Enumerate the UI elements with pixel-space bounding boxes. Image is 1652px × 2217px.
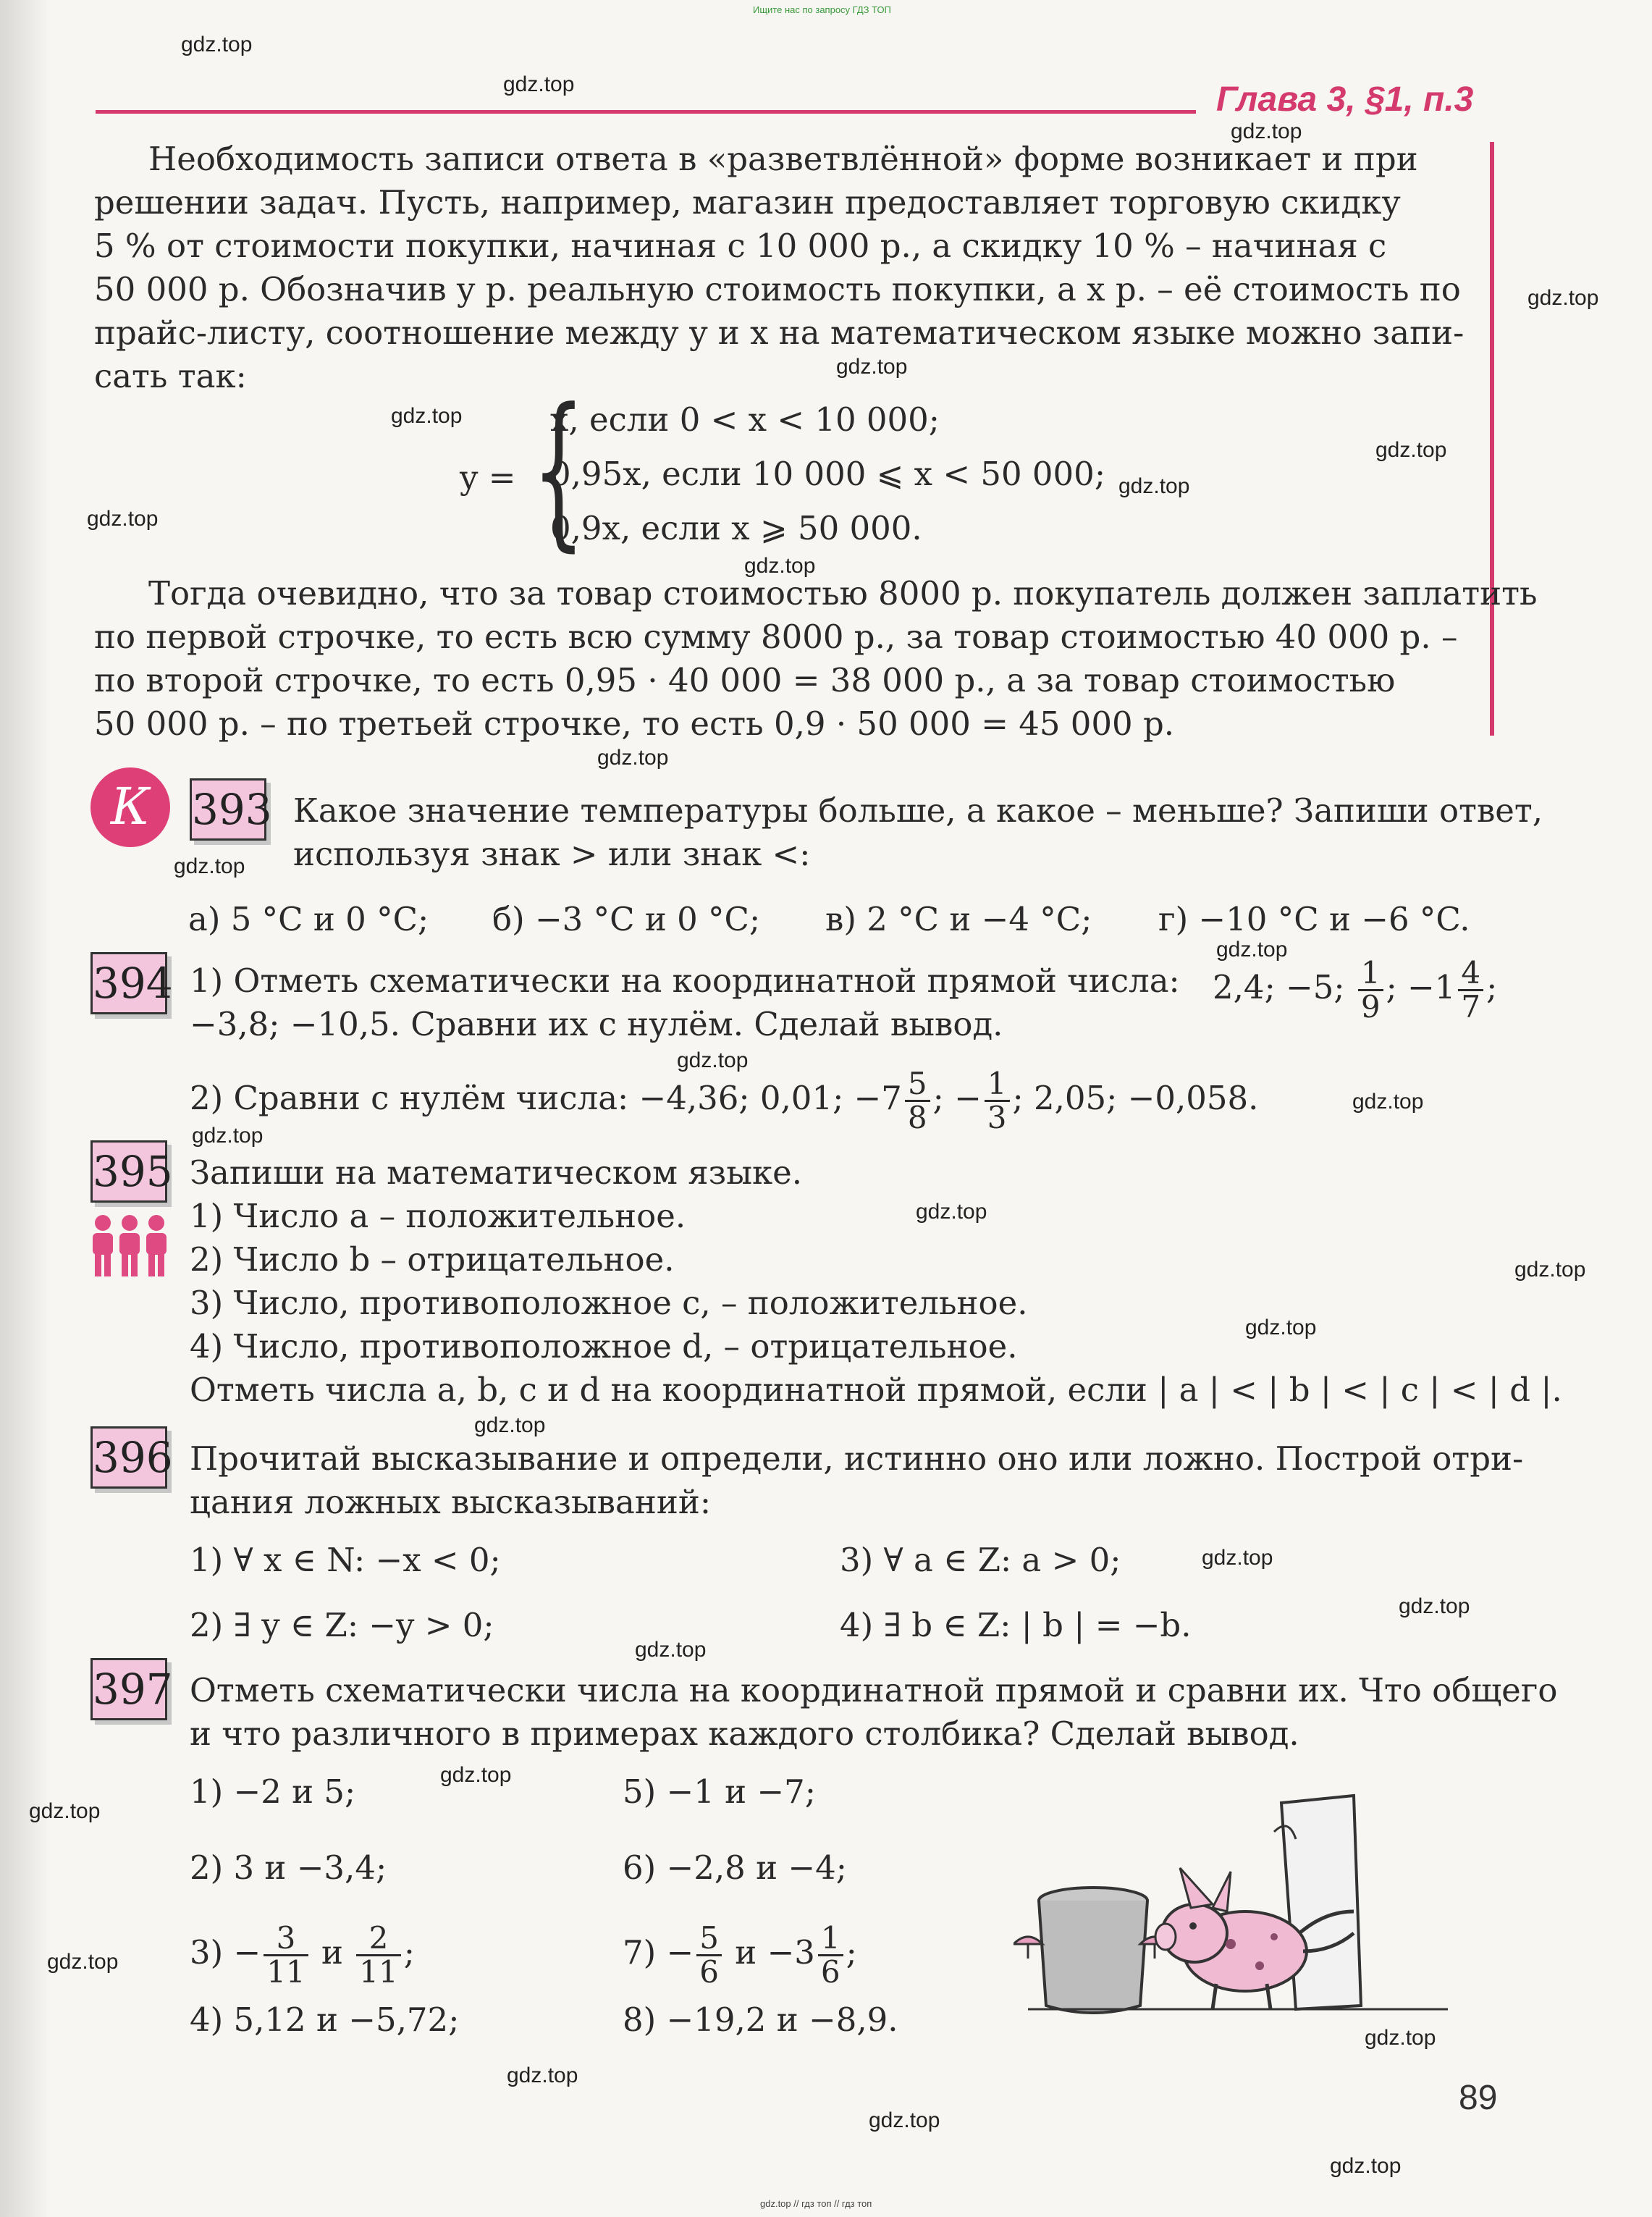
watermark: gdz.top: [916, 1200, 987, 1224]
problem-number-397: 397: [90, 1658, 167, 1720]
fraction: [985, 1068, 1010, 1134]
inline-text: ;: [846, 1933, 857, 1972]
problem-text: 2) Число b – отрицательное.: [190, 1240, 675, 1279]
inline-text: ;: [403, 1933, 415, 1972]
denominator: 11: [359, 1954, 398, 1990]
numerator: 4: [1458, 957, 1483, 991]
text-line: по второй строчке, то есть 0,95 · 40 000 = 38 000 р., а за товар стоимостью: [94, 661, 1396, 699]
numerator: 1: [1358, 957, 1383, 991]
inline-text: и: [321, 1933, 343, 1972]
fraction: [1458, 957, 1483, 1023]
watermark: gdz.top: [474, 1413, 546, 1437]
inline-text: 3) −: [190, 1933, 261, 1972]
problem-text: Какое значение температуры больше, а какое – меньше? Запиши ответ,: [293, 791, 1543, 830]
answer-item: в) 2 °C и −4 °C;: [825, 900, 1092, 938]
text-line: 50 000 р. – по третьей строчке, то есть 0,9 · 50 000 = 45 000 р.: [94, 704, 1175, 743]
text-line: сать так:: [94, 357, 247, 395]
answer-item: 6) −2,8 и −4;: [623, 1848, 847, 1887]
answer-item: 2) ∃ y ∈ Z: −y > 0;: [190, 1606, 494, 1644]
watermark: gdz.top: [1365, 2026, 1436, 2050]
problem-text: Запиши на математическом языке.: [190, 1153, 803, 1192]
pig-illustration: [1013, 1788, 1462, 2027]
watermark: gdz.top: [1330, 2154, 1402, 2178]
system-lhs: y =: [460, 458, 516, 497]
watermark: gdz.top: [1118, 474, 1190, 498]
page-gutter-shadow: [0, 0, 51, 2217]
inline-text: 7) −: [623, 1933, 694, 1972]
watermark: gdz.top: [174, 854, 245, 878]
problem-text-numbers: [1213, 957, 1497, 1023]
fraction: [905, 1068, 930, 1134]
denominator: 11: [266, 1954, 305, 1990]
text-line: Тогда очевидно, что за товар стоимостью 8000 р. покупатель должен заплатить: [148, 574, 1538, 613]
inline-text: ; −: [932, 1079, 982, 1117]
page-number: 89: [1459, 2079, 1498, 2117]
answer-item: 4) ∃ b ∈ Z: | b | = −b.: [840, 1606, 1192, 1644]
chapter-header: Глава 3, §1, п.3: [1216, 80, 1474, 119]
side-rule: [1490, 142, 1494, 736]
problem-text: и что различного в примерах каждого столбика? Сделай вывод.: [190, 1715, 1299, 1753]
problem-text: цания ложных высказываний:: [190, 1483, 711, 1521]
problem-number-393: 393: [190, 778, 266, 841]
inline-text: ;: [1486, 968, 1498, 1006]
fraction: [696, 1922, 722, 1988]
text-line: прайс-листу, соотношение между y и x на математическом языке можно запи-: [94, 314, 1465, 352]
watermark: gdz.top: [1245, 1316, 1317, 1339]
inline-text: ; −1: [1386, 968, 1456, 1006]
watermark: gdz.top: [744, 554, 816, 578]
watermark: gdz.top: [836, 355, 908, 379]
text-line: по первой строчке, то есть всю сумму 8000 р., за товар стоимостью 40 000 р. –: [94, 618, 1458, 656]
watermark: gdz.top: [869, 2108, 940, 2132]
case-line: x, если 0 < x < 10 000;: [550, 400, 940, 439]
answer-item: 8) −19,2 и −8,9.: [623, 2001, 898, 2039]
problem-text: −3,8; −10,5. Сравни их с нулём. Сделай вывод.: [190, 1005, 1003, 1043]
problem-text: 1) Число a – положительное.: [190, 1197, 686, 1235]
watermark: gdz.top: [1216, 938, 1288, 962]
watermark: gdz.top: [1527, 286, 1599, 310]
answer-item-fraction: [190, 1922, 415, 1988]
answer-item: г) −10 °C и −6 °C.: [1158, 900, 1470, 938]
watermark: gdz.top: [29, 1799, 101, 1823]
watermark: gdz.top: [181, 33, 253, 56]
problem-text: Отметь числа a, b, c и d на координатной прямой, если | a | < | b | < | c | < | d |.: [190, 1371, 1562, 1409]
answer-item: 2) 3 и −3,4;: [190, 1848, 387, 1887]
watermark: gdz.top: [1352, 1090, 1424, 1114]
top-search-note: Ищите нас по запросу ГДЗ ТОП: [753, 4, 891, 15]
problem-number-396: 396: [90, 1426, 167, 1489]
answer-item: 3) ∀ a ∈ Z: a > 0;: [840, 1541, 1121, 1579]
control-badge-icon: К: [90, 767, 170, 847]
fraction: [264, 1922, 308, 1988]
answer-item: 5) −1 и −7;: [623, 1772, 816, 1811]
numerator: 3: [264, 1922, 308, 1956]
watermark: gdz.top: [87, 507, 159, 531]
problem-text: 4) Число, противоположное d, – отрицательное.: [190, 1327, 1018, 1366]
numerator: 1: [818, 1922, 843, 1956]
fraction: [356, 1922, 400, 1988]
inline-text: и: [735, 1933, 757, 1972]
denominator: 6: [820, 1954, 840, 1990]
group-work-icon: [88, 1213, 172, 1278]
problem-number-395: 395: [90, 1140, 167, 1203]
case-line: 0,95x, если 10 000 ⩽ x < 50 000;: [550, 455, 1105, 493]
watermark: gdz.top: [1231, 119, 1302, 143]
answer-item: а) 5 °C и 0 °C;: [188, 900, 429, 938]
watermark: gdz.top: [1202, 1546, 1273, 1570]
problem-text: Прочитай высказывание и определи, истинно оно или ложно. Построй отри-: [190, 1439, 1524, 1478]
fraction: [818, 1922, 843, 1988]
denominator: 8: [907, 1100, 927, 1135]
denominator: 7: [1461, 989, 1481, 1025]
answer-item: б) −3 °C и 0 °C;: [492, 900, 761, 938]
watermark: gdz.top: [597, 746, 669, 770]
problem-text-line: [190, 1068, 1258, 1134]
numerator: 5: [905, 1068, 930, 1102]
problem-text: Отметь схематически числа на координатной прямой и сравни их. Что общего: [190, 1671, 1558, 1709]
watermark: gdz.top: [440, 1763, 512, 1787]
inline-text: 2) Сравни с нулём числа: −4,36; 0,01; −7: [190, 1079, 902, 1117]
inline-text: ; 2,05; −0,058.: [1012, 1079, 1259, 1117]
watermark: gdz.top: [192, 1124, 264, 1148]
denominator: 9: [1360, 989, 1381, 1025]
bottom-note: gdz.top // гдз топ // гдз топ: [760, 2198, 872, 2209]
fraction: [1358, 957, 1383, 1023]
numerator: 2: [356, 1922, 400, 1956]
watermark: gdz.top: [503, 72, 575, 96]
text-line: решении задач. Пусть, например, магазин предоставляет торговую скидку: [94, 183, 1401, 222]
inline-text: 2,4; −5;: [1213, 968, 1345, 1006]
watermark: gdz.top: [47, 1950, 119, 1974]
answer-item: 4) 5,12 и −5,72;: [190, 2001, 460, 2039]
text-line: 5 % от стоимости покупки, начиная с 10 000 р., а скидку 10 % – начиная с: [94, 227, 1387, 265]
numerator: 1: [985, 1068, 1010, 1102]
watermark: gdz.top: [1399, 1594, 1470, 1618]
denominator: 3: [987, 1100, 1007, 1135]
brace-glyph: {: [532, 374, 586, 567]
answer-item: 1) ∀ x ∈ N: −x < 0;: [190, 1541, 501, 1579]
problem-text: 3) Число, противоположное c, – положительное.: [190, 1284, 1028, 1322]
inline-text: −3: [767, 1933, 815, 1972]
case-line: 0,9x, если x ⩾ 50 000.: [550, 509, 922, 547]
text-line: Необходимость записи ответа в «разветвлённой» форме возникает и при: [148, 140, 1418, 178]
watermark: gdz.top: [635, 1638, 707, 1662]
watermark: gdz.top: [1514, 1258, 1586, 1282]
watermark: gdz.top: [1375, 438, 1447, 462]
problem-text: используя знак > или знак <:: [293, 835, 811, 873]
header-rule: [96, 110, 1196, 114]
watermark: gdz.top: [507, 2064, 578, 2087]
answer-item: 1) −2 и 5;: [190, 1772, 356, 1811]
problem-text: 1) Отметь схематически на координатной прямой числа:: [190, 962, 1180, 1000]
text-line: 50 000 р. Обозначив y р. реальную стоимость покупки, а x р. – её стоимость по: [94, 270, 1461, 308]
numerator: 5: [696, 1922, 722, 1956]
problem-number-394: 394: [90, 952, 167, 1014]
watermark: gdz.top: [391, 404, 463, 428]
answer-item-fraction: [623, 1922, 857, 1988]
denominator: 6: [699, 1954, 719, 1990]
watermark: gdz.top: [677, 1048, 749, 1072]
